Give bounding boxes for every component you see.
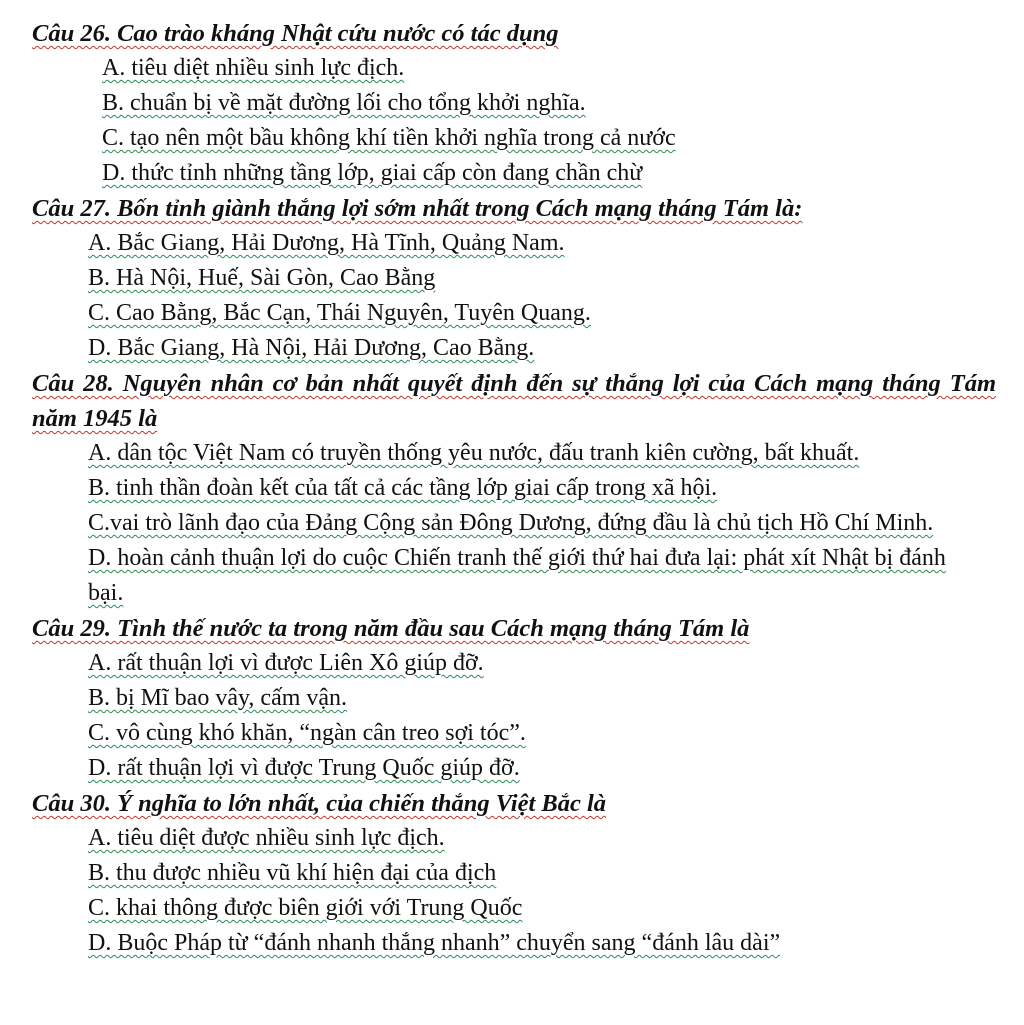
question-30 xyxy=(32,786,996,961)
option-d: D. hoàn cảnh thuận lợi do cuộc Chiến tranh thế giới thứ hai đưa lại: phát xít Nhật bị đánh bại. xyxy=(88,545,946,606)
option-b: B. chuẩn bị về mặt đường lối cho tổng khởi nghĩa. xyxy=(102,90,586,116)
question-29 xyxy=(32,611,996,786)
option-b: B. Hà Nội, Huế, Sài Gòn, Cao Bằng xyxy=(88,265,436,291)
option-a: A. dân tộc Việt Nam có truyền thống yêu nước, đấu tranh kiên cường, bất khuất. xyxy=(88,440,860,466)
option-c: C. Cao Bằng, Bắc Cạn, Thái Nguyên, Tuyên Quang. xyxy=(88,300,591,326)
option-a: A. tiêu diệt nhiều sinh lực địch. xyxy=(102,55,405,81)
question-26 xyxy=(32,16,996,191)
question-27 xyxy=(32,191,996,366)
option-b: B. bị Mĩ bao vây, cấm vận. xyxy=(88,685,348,711)
option-a: A. tiêu diệt được nhiều sinh lực địch. xyxy=(88,825,445,851)
question-28 xyxy=(32,366,996,611)
option-c: C. khai thông được biên giới với Trung Quốc xyxy=(88,895,523,921)
option-d: D. rất thuận lợi vì được Trung Quốc giúp đỡ. xyxy=(88,755,520,781)
option-d: D. Buộc Pháp từ “đánh nhanh thắng nhanh” chuyển sang “đánh lâu dài” xyxy=(88,930,781,956)
option-c: C. tạo nên một bầu không khí tiền khởi nghĩa trong cả nước xyxy=(102,125,676,151)
question-title: Câu 28. Nguyên nhân cơ bản nhất quyết định đến sự thắng lợi của Cách mạng tháng Tám năm 1945 là xyxy=(32,370,996,432)
option-b: B. tinh thần đoàn kết của tất cả các tầng lớp giai cấp trong xã hội. xyxy=(88,475,718,501)
question-title: Câu 26. Cao trào kháng Nhật cứu nước có tác dụng xyxy=(32,20,559,47)
question-title: Câu 27. Bốn tỉnh giành thắng lợi sớm nhất trong Cách mạng tháng Tám là: xyxy=(32,195,803,222)
option-c: C.vai trò lãnh đạo của Đảng Cộng sản Đông Dương, đứng đầu là chủ tịch Hồ Chí Minh. xyxy=(88,510,934,536)
option-a: A. Bắc Giang, Hải Dương, Hà Tĩnh, Quảng Nam. xyxy=(88,230,565,256)
question-title: Câu 29. Tình thế nước ta trong năm đầu sau Cách mạng tháng Tám là xyxy=(32,615,750,642)
question-title: Câu 30. Ý nghĩa to lớn nhất, của chiến thắng Việt Bắc là xyxy=(32,790,607,817)
option-a: A. rất thuận lợi vì được Liên Xô giúp đỡ. xyxy=(88,650,484,676)
option-d: D. thức tỉnh những tầng lớp, giai cấp còn đang chần chừ xyxy=(102,160,643,186)
option-d: D. Bắc Giang, Hà Nội, Hải Dương, Cao Bằng. xyxy=(88,335,535,361)
option-c: C. vô cùng khó khăn, “ngàn cân treo sợi tóc”. xyxy=(88,720,526,746)
option-b: B. thu được nhiều vũ khí hiện đại của địch xyxy=(88,860,497,886)
